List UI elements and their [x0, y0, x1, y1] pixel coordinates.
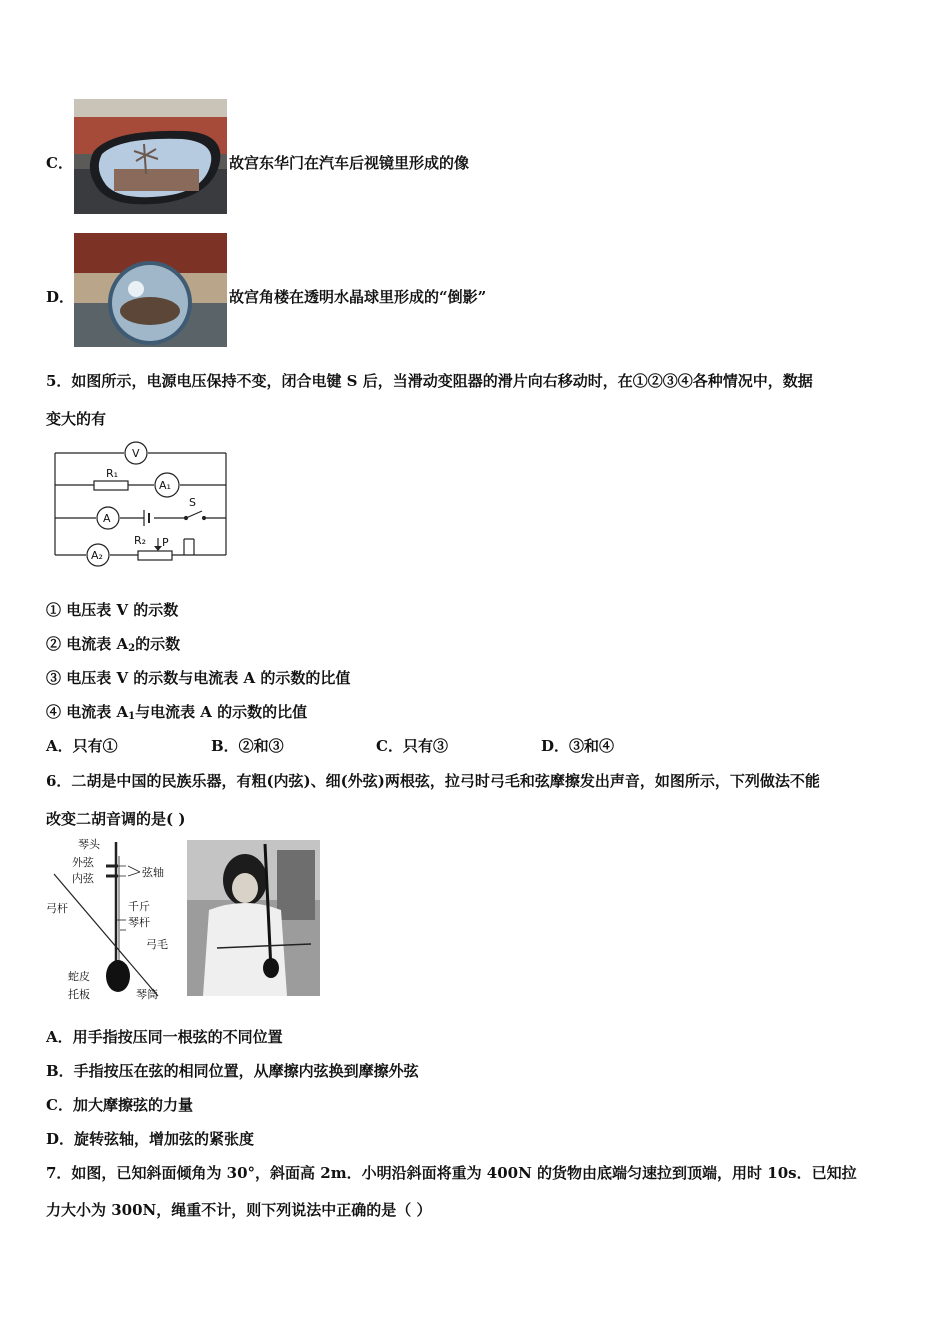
q5-item-3: ③ 电压表 V 的示数与电流表 A 的示数的比值 [46, 669, 351, 687]
erhu-player-photo [187, 840, 320, 996]
circuit-diagram [46, 440, 236, 572]
erhu-tuoban-label: 托板 [68, 988, 90, 1001]
erhu-gonggan-label: 弓杆 [46, 902, 68, 915]
q5-item-1: ① 电压表 V 的示数 [46, 601, 179, 619]
q5-choice-d: D．③和④ [541, 737, 615, 755]
erhu-qintong-label: 琴筒 [136, 988, 158, 1001]
crystal-ball-photo [74, 233, 227, 347]
circuit-r1-label: R₁ [106, 467, 119, 480]
option-d-text: 故宫角楼在透明水晶球里形成的“倒影” [229, 288, 487, 306]
q6-stem-line1: 6．二胡是中国的民族乐器，有粗(内弦)、细(外弦)两根弦，拉弓时弓毛和弦摩擦发出声音，如图所示，下列做法不能 [46, 772, 820, 790]
q5-choice-b: B．②和③ [211, 737, 284, 755]
erhu-diagram [46, 836, 182, 1004]
erhu-qintou-label: 琴头 [78, 838, 100, 851]
option-c-letter: C． [46, 154, 73, 172]
circuit-a-label: A [103, 512, 111, 525]
option-c-text: 故宫东华门在汽车后视镜里形成的像 [229, 154, 470, 172]
circuit-a2-label: A₂ [91, 549, 103, 562]
circuit-s-label: S [189, 496, 196, 509]
q5-choice-c: C．只有③ [376, 737, 448, 755]
option-d-letter: D． [46, 288, 75, 306]
circuit-r2-label: R₂ [134, 534, 147, 547]
circuit-v-label: V [132, 447, 140, 460]
q5-choice-a: A．只有① [46, 737, 118, 755]
erhu-qianjin-label: 千斤 [128, 900, 150, 913]
q6-option-b: B．手指按压在弦的相同位置，从摩擦内弦换到摩擦外弦 [46, 1062, 419, 1080]
erhu-shepi-label: 蛇皮 [68, 970, 90, 983]
erhu-qingan-label: 琴杆 [128, 916, 150, 929]
q6-option-d: D．旋转弦轴，增加弦的紧张度 [46, 1130, 255, 1148]
erhu-gongmao-label: 弓毛 [146, 938, 168, 951]
q6-option-c: C．加大摩擦弦的力量 [46, 1096, 193, 1114]
circuit-a1-label: A₁ [159, 479, 171, 492]
rearview-mirror-photo [74, 99, 227, 214]
circuit-p-label: P [162, 536, 169, 549]
q5-item-4: ④ 电流表 $A_1$与电流表 A 的示数的比值 [46, 703, 308, 722]
erhu-neixian-label: 内弦 [72, 872, 94, 885]
q5-stem-line2: 变大的有 [46, 410, 107, 428]
q7-stem-line1: 7．如图，已知斜面倾角为 30°，斜面高 2m．小明沿斜面将重为 400N 的货物由底端匀速拉到顶端，用时 10s．已知拉 [46, 1164, 857, 1182]
q5-stem-line1: 5．如图所示，电源电压保持不变，闭合电键 S 后，当滑动变阻器的滑片向右移动时，在①②③④各种情况中，数据 [46, 372, 813, 390]
q5-item-2: ② 电流表 $A_2$的示数 [46, 635, 181, 654]
erhu-waixian-label: 外弦 [72, 856, 94, 869]
q6-stem-line2: 改变二胡音调的是( ) [46, 810, 186, 828]
q7-stem-line2: 力大小为 300N，绳重不计，则下列说法中正确的是（ ） [46, 1201, 432, 1219]
q6-option-a: A．用手指按压同一根弦的不同位置 [46, 1028, 283, 1046]
erhu-xianzhou-label: 弦轴 [142, 866, 164, 879]
